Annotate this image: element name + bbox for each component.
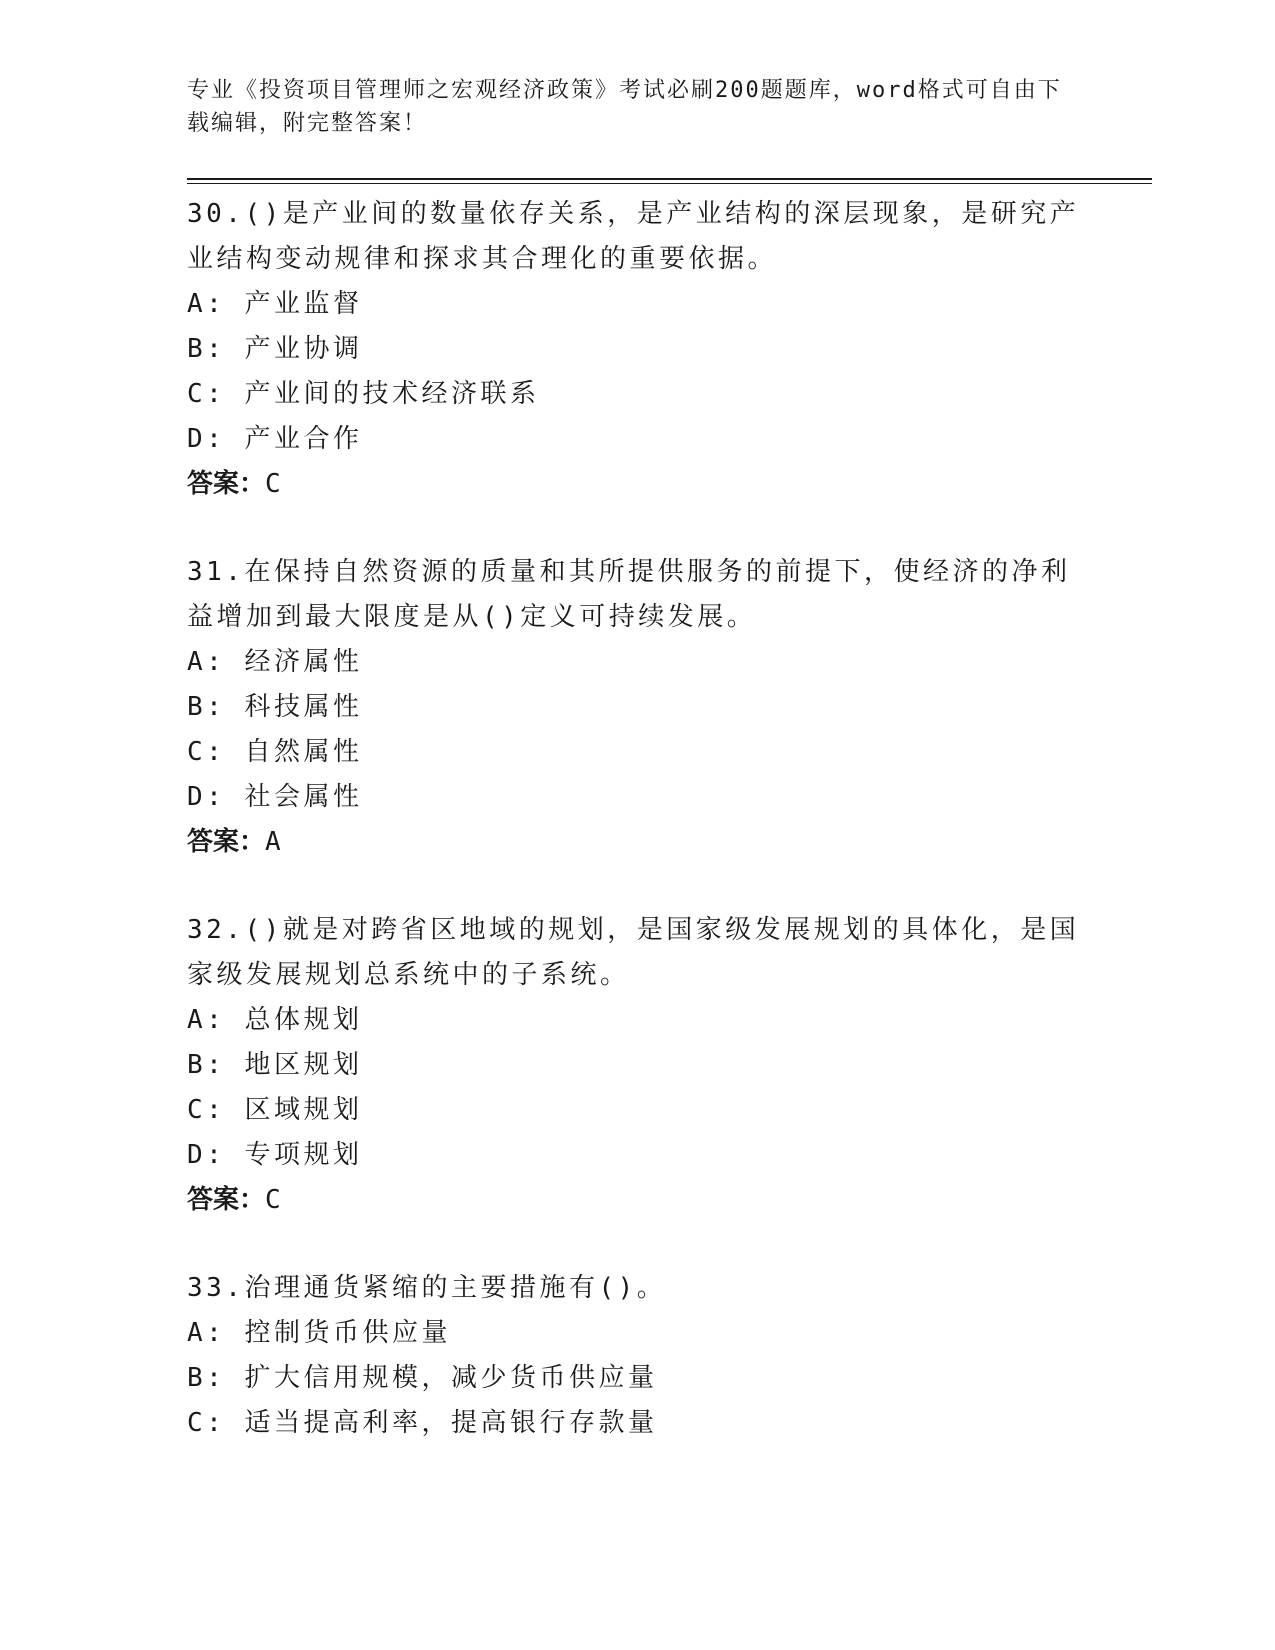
answer-label: 答案： bbox=[187, 469, 266, 499]
option-d: D: 产业合作 bbox=[187, 424, 363, 454]
document-header: 专业《投资项目管理师之宏观经济政策》考试必刷200题题库，word格式可自由下载编辑，附完整答案！ bbox=[187, 78, 1062, 136]
answer-label: 答案： bbox=[187, 1185, 266, 1215]
answer-line bbox=[187, 462, 1087, 507]
question-31 bbox=[187, 550, 1087, 865]
header-divider-thick bbox=[187, 178, 1152, 180]
option-c: C: 适当提高利率，提高银行存款量 bbox=[187, 1408, 658, 1438]
answer-value: A bbox=[265, 827, 283, 857]
option-d: D: 社会属性 bbox=[187, 782, 363, 812]
answer-line bbox=[187, 820, 1087, 865]
answer-line bbox=[187, 1178, 1087, 1223]
option-a: A: 经济属性 bbox=[187, 647, 363, 677]
answer-value: C bbox=[265, 469, 283, 499]
answer-value: C bbox=[265, 1185, 283, 1215]
option-a: A: 控制货币供应量 bbox=[187, 1318, 451, 1348]
option-b: B: 地区规划 bbox=[187, 1050, 363, 1080]
question-stem: 30.()是产业间的数量依存关系，是产业结构的深层现象，是研究产业结构变动规律和探求其合理化的重要依据。 bbox=[187, 199, 1080, 274]
option-c: C: 自然属性 bbox=[187, 737, 363, 767]
question-33 bbox=[187, 1266, 1087, 1446]
option-c: C: 产业间的技术经济联系 bbox=[187, 379, 540, 409]
question-30 bbox=[187, 192, 1087, 507]
question-stem: 31.在保持自然资源的质量和其所提供服务的前提下，使经济的净利益增加到最大限度是从()定义可持续发展。 bbox=[187, 557, 1071, 632]
option-a: A: 产业监督 bbox=[187, 289, 363, 319]
answer-label: 答案： bbox=[187, 827, 266, 857]
question-stem: 33.治理通货紧缩的主要措施有()。 bbox=[187, 1273, 667, 1303]
option-b: B: 产业协调 bbox=[187, 334, 363, 364]
question-32 bbox=[187, 908, 1087, 1223]
option-b: B: 科技属性 bbox=[187, 692, 363, 722]
header-divider-thin bbox=[187, 183, 1152, 184]
option-c: C: 区域规划 bbox=[187, 1095, 363, 1125]
question-list bbox=[187, 192, 1087, 1489]
option-b: B: 扩大信用规模，减少货币供应量 bbox=[187, 1363, 658, 1393]
question-stem: 32.()就是对跨省区地域的规划，是国家级发展规划的具体化，是国家级发展规划总系统中的子系统。 bbox=[187, 915, 1080, 990]
option-d: D: 专项规划 bbox=[187, 1140, 363, 1170]
option-a: A: 总体规划 bbox=[187, 1005, 363, 1035]
